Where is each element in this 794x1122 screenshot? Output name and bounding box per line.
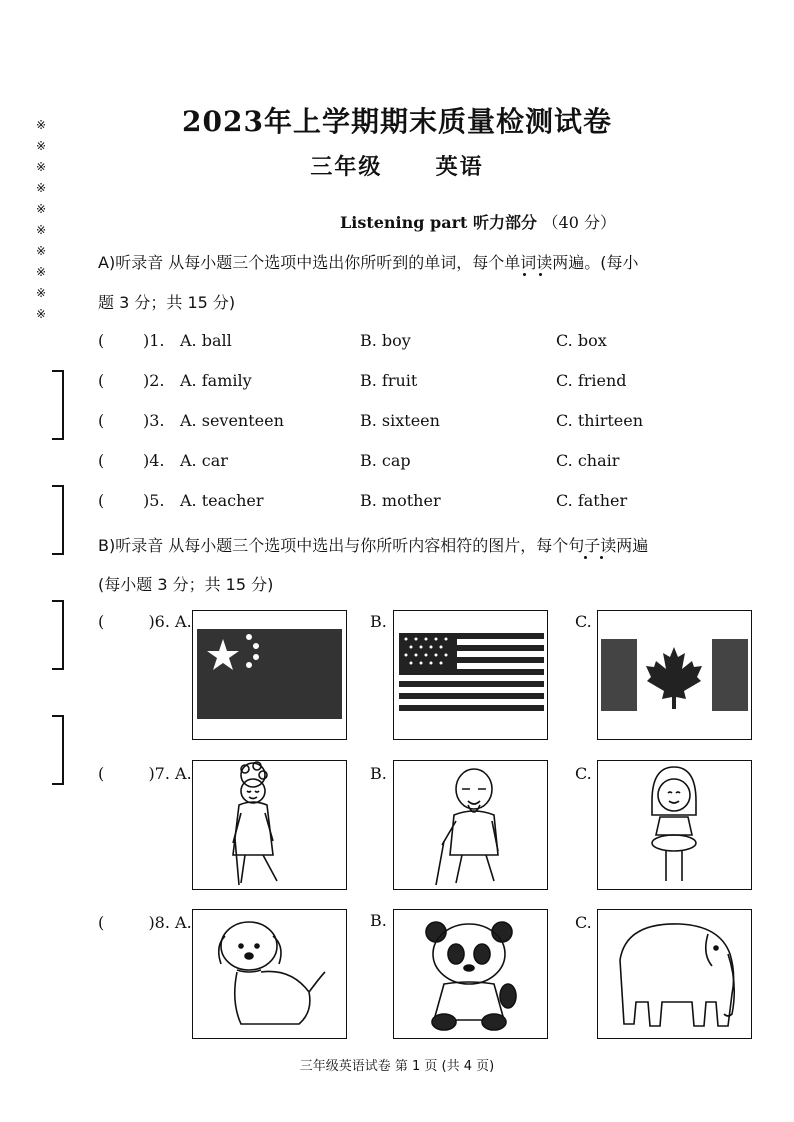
binding-margin-marks xyxy=(36,115,45,325)
answer-blank[interactable]: ( xyxy=(98,491,105,510)
margin-mark: ※ xyxy=(36,181,46,195)
option-b-label: B. xyxy=(370,911,387,930)
option-b: B. fruit xyxy=(360,371,418,390)
question-number: )1. xyxy=(143,331,165,350)
margin-bracket xyxy=(52,485,64,555)
question-row xyxy=(98,331,778,355)
margin-mark: ※ xyxy=(36,223,46,237)
exam-title: 2023年上学期期末质量检测试卷 xyxy=(182,105,612,138)
option-a: A. ball xyxy=(180,331,232,350)
section-heading xyxy=(340,210,616,233)
partA-instruction-2: 题 3 分；共 15 分) xyxy=(98,293,236,312)
margin-mark: ※ xyxy=(36,118,46,132)
section-name: Listening part 听力部分 xyxy=(340,213,537,232)
china-flag-picture[interactable] xyxy=(192,610,347,740)
margin-mark: ※ xyxy=(36,244,46,258)
elephant-icon xyxy=(598,910,751,1038)
option-b-label: B. xyxy=(370,612,387,631)
girl-picture[interactable] xyxy=(597,760,752,890)
option-a: A. family xyxy=(180,371,252,390)
option-a: A. teacher xyxy=(180,491,264,510)
option-b-label: B. xyxy=(370,764,387,783)
canada-flag-picture[interactable] xyxy=(597,610,752,740)
china-flag-icon xyxy=(193,611,346,739)
question-number: )6. A. xyxy=(148,612,192,631)
margin-bracket xyxy=(52,600,64,670)
question-number: )8. A. xyxy=(148,913,192,932)
option-b: B. cap xyxy=(360,451,411,470)
emphasis-dot xyxy=(539,273,542,276)
option-a: A. seventeen xyxy=(180,411,284,430)
margin-mark: ※ xyxy=(36,286,46,300)
margin-mark: ※ xyxy=(36,202,46,216)
option-c-label: C. xyxy=(575,913,592,932)
answer-blank[interactable]: ( xyxy=(98,331,105,350)
option-b: B. sixteen xyxy=(360,411,440,430)
girl-icon xyxy=(598,761,751,889)
option-c: C. father xyxy=(556,491,628,510)
question-row xyxy=(98,491,778,515)
margin-mark: ※ xyxy=(36,265,46,279)
question-row xyxy=(98,451,778,475)
answer-blank[interactable]: ( xyxy=(98,411,105,430)
question-label xyxy=(98,764,192,783)
question-number: )3. xyxy=(143,411,165,430)
answer-blank[interactable]: ( xyxy=(98,612,105,631)
partB-instruction-2: (每小题 3 分；共 15 分) xyxy=(98,575,274,594)
option-a: A. car xyxy=(180,451,228,470)
panda-icon xyxy=(394,910,547,1038)
option-c-label: C. xyxy=(575,612,592,631)
dog-icon xyxy=(193,910,346,1038)
question-number: )7. A. xyxy=(148,764,192,783)
option-b: B. boy xyxy=(360,331,411,350)
margin-bracket xyxy=(52,715,64,785)
emphasis-dot xyxy=(600,556,603,559)
answer-blank[interactable]: ( xyxy=(98,371,105,390)
partA-instruction-1: A)听录音 从每小题三个选项中选出你所听到的单词，每个单词读两遍。(每小 xyxy=(98,253,639,272)
option-c: C. box xyxy=(556,331,607,350)
answer-blank[interactable]: ( xyxy=(98,913,105,932)
grade-label: 三年级 xyxy=(310,154,383,180)
answer-blank[interactable]: ( xyxy=(98,764,105,783)
grandfather-picture[interactable] xyxy=(393,760,548,890)
usa-flag-icon xyxy=(394,611,547,739)
emphasis-dot xyxy=(584,556,587,559)
question-number: )5. xyxy=(143,491,165,510)
option-c: C. thirteen xyxy=(556,411,644,430)
question-number: )2. xyxy=(143,371,165,390)
margin-mark: ※ xyxy=(36,139,46,153)
question-label xyxy=(98,913,192,932)
option-c: C. chair xyxy=(556,451,620,470)
dog-picture[interactable] xyxy=(192,909,347,1039)
grandmother-picture[interactable] xyxy=(192,760,347,890)
option-c-label: C. xyxy=(575,764,592,783)
usa-flag-picture[interactable] xyxy=(393,610,548,740)
margin-mark: ※ xyxy=(36,307,46,321)
question-row xyxy=(98,411,778,435)
question-label xyxy=(98,612,192,631)
question-number: )4. xyxy=(143,451,165,470)
emphasis-dot xyxy=(523,273,526,276)
partB-instruction-1: B)听录音 从每小题三个选项中选出与你所听内容相符的图片，每个句子读两遍 xyxy=(98,536,649,555)
grandmother-icon xyxy=(193,761,346,889)
margin-mark: ※ xyxy=(36,160,46,174)
margin-bracket xyxy=(52,370,64,440)
canada-flag-icon xyxy=(598,611,751,739)
page-footer: 三年级英语试卷 第 1 页 (共 4 页) xyxy=(299,1059,495,1074)
option-b: B. mother xyxy=(360,491,441,510)
question-row xyxy=(98,371,778,395)
option-c: C. friend xyxy=(556,371,627,390)
answer-blank[interactable]: ( xyxy=(98,451,105,470)
elephant-picture[interactable] xyxy=(597,909,752,1039)
section-score: （40 分） xyxy=(542,213,616,232)
grandfather-icon xyxy=(394,761,547,889)
panda-picture[interactable] xyxy=(393,909,548,1039)
subject-label: 英语 xyxy=(435,154,484,180)
exam-subtitle xyxy=(0,150,794,181)
